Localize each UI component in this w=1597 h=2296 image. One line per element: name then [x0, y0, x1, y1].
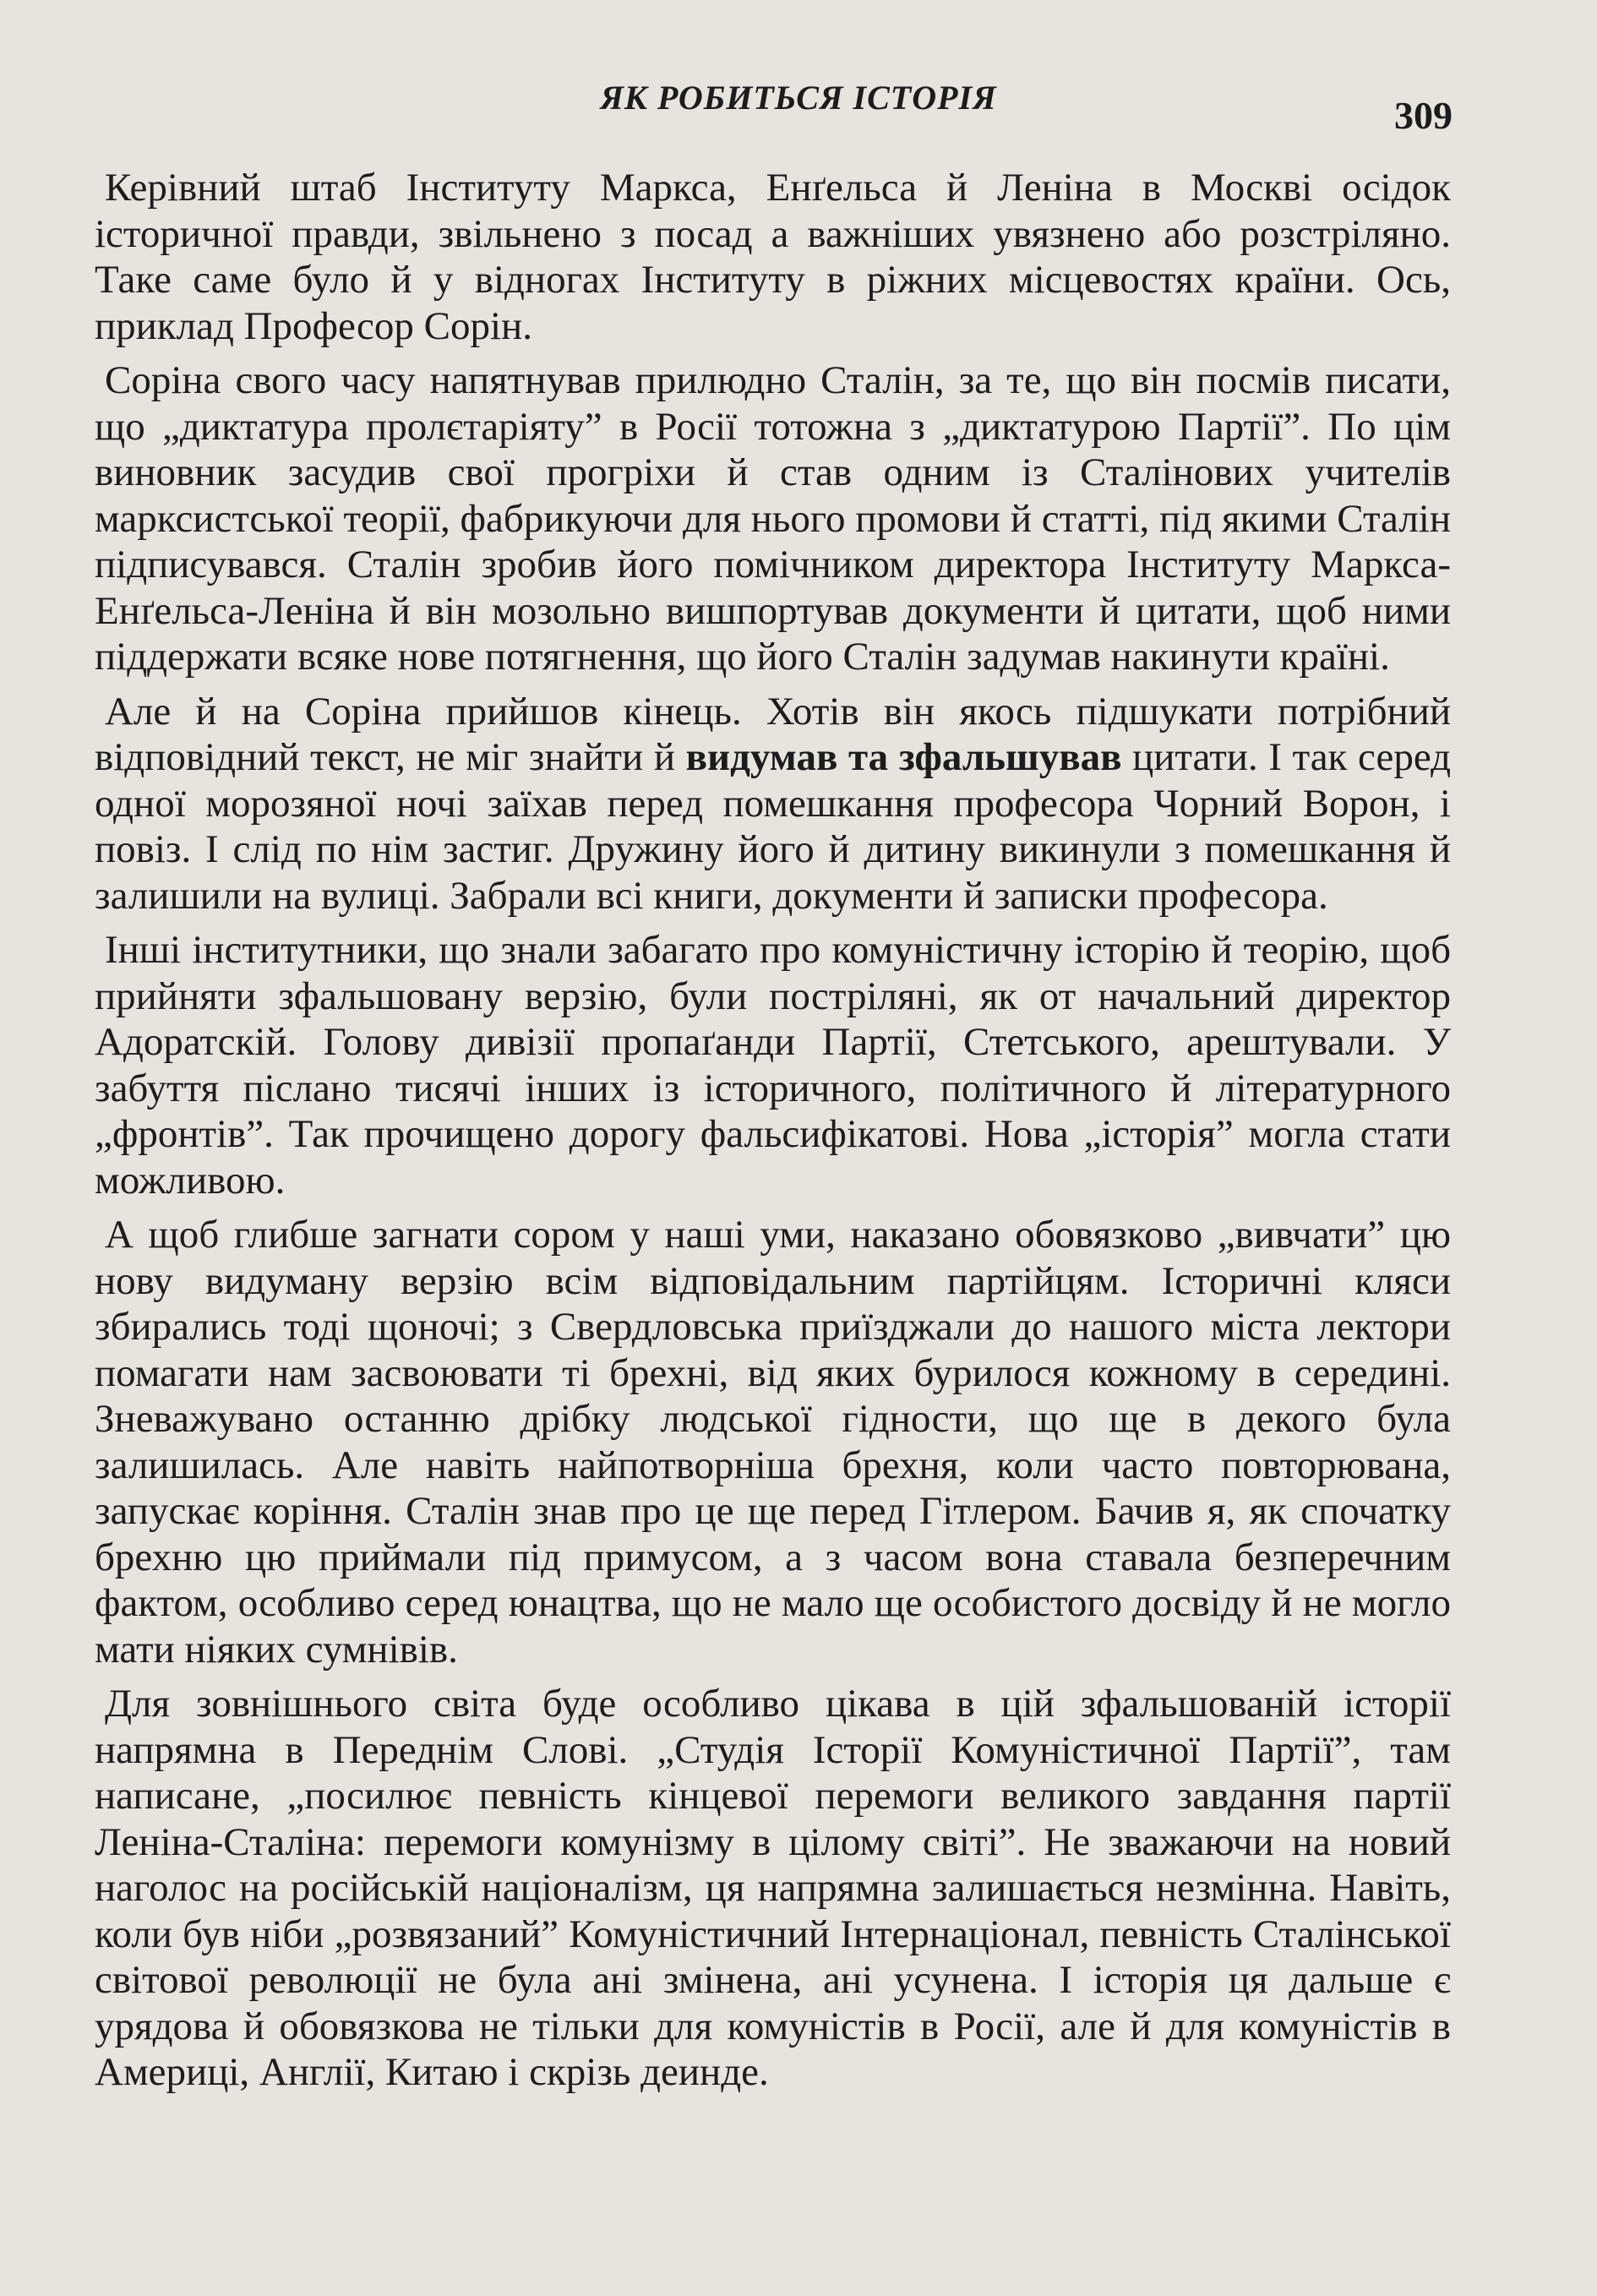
paragraph-3-bold-phrase: видумав та зфальшував [685, 735, 1122, 779]
paragraph-2: Соріна свого часу напятнував прилюдно Сталін, за те, що він посмів писати, що „диктатура пролєтаріяту” в Росії тотожна з „диктатурою Партії”. По цім виновник засудив свої прогріхи й став одним із Сталінових учителів марксистської теорії, фабрикуючи для нього промови й статті, під якими Сталін підписувався. Сталін зробив його помічником директора Інституту Маркса-Енґельса-Леніна й він мозольно вишпортував документи й цитати, щоб ними піддержати всяке нове потягнення, що його Сталін задумав накинути країні. [95, 358, 1451, 679]
paragraph-4: Інші інститутники, що знали забагато про комуністичну історію й теорію, щоб прийняти зфальшовану верзію, були постріляні, як от начальний директор Адоратскій. Голову дивізії пропаґанди Партії, Стетського, арештували. У забуття післано тисячі інших із історичного, політичного й літературного „фронтів”. Так прочищено дорогу фальсифікатові. Нова „історія” могла стати можливою. [95, 928, 1451, 1203]
running-title: ЯК РОБИТЬСЯ ІСТОРІЯ [600, 79, 997, 117]
paragraph-5: А щоб глибше загнати сором у наші уми, наказано обовязково „вивчати” цю нову видуману верзію всім відповідальним партійцям. Історичні кляси збирались тоді щоночі; з Свердловська приїзджали до нашого міста лектори помагати нам засвоювати ті брехні, від яких бурилося кожному в середині. Зневажувано останню дрібку людської гідности, що ще в декого була залишилась. Але навіть найпотворніша брехня, коли часто повторювана, запускає коріння. Сталін знав про це ще перед Гітлером. Бачив я, як спочатку брехню цю приймали під примусом, а з часом вона ставала безперечним фактом, особливо серед юнацтва, що не мало ще особистого досвіду й не могло мати ніяких сумнівів. [95, 1213, 1451, 1672]
paragraph-3 [95, 689, 1451, 919]
page-number: 309 [1394, 94, 1453, 137]
page-body [95, 165, 1451, 2104]
paragraph-3-text-after: цитати. І так серед одної морозяної ночі заїхав перед помешкання професора Чорний Ворон, і повіз. І слід по нім застиг. Дружину його й дитину викинули з помешкання й залишили на вулиці. Забрали всі книги, документи й записки професора. [95, 735, 1451, 918]
paragraph-1: Керівний штаб Інституту Маркса, Енґельса й Леніна в Москві осідок історичної правди, звільнено з посад а важніших увязнено або розстріляно. Таке саме було й у віднoгах Інституту в ріжних місцевостях країни. Ось, приклад Професор Сорін. [95, 166, 1451, 348]
paragraph-3-text-before: Але й на Соріна прийшов кінець. Хотів він якось підшукати потрібний відповідний текст, не міг знайти й [95, 689, 1451, 779]
paragraph-6: Для зовнішнього світа буде особливо цікава в цій зфальшованій історії напрямна в Переднім Слові. „Студія Історії Комуністичної Партії”, там написане, „посилює певність кінцевої перемоги великого завдання партії Леніна-Сталіна: перемоги комунізму в цілому світі”. Не зважаючи на новий наголос на російській націоналізм, ця напрямна залишається незмінна. Навіть, коли був ніби „розвязаний” Комуністичний Інтернаціонал, певність Сталінської світової революції не була ані змінена, ані усунена. І історія ця дальше є урядова й обовязкова не тільки для комуністів в Росії, але й для комуністів в Америці, Англії, Китаю і скрізь деинде. [95, 1682, 1451, 2094]
